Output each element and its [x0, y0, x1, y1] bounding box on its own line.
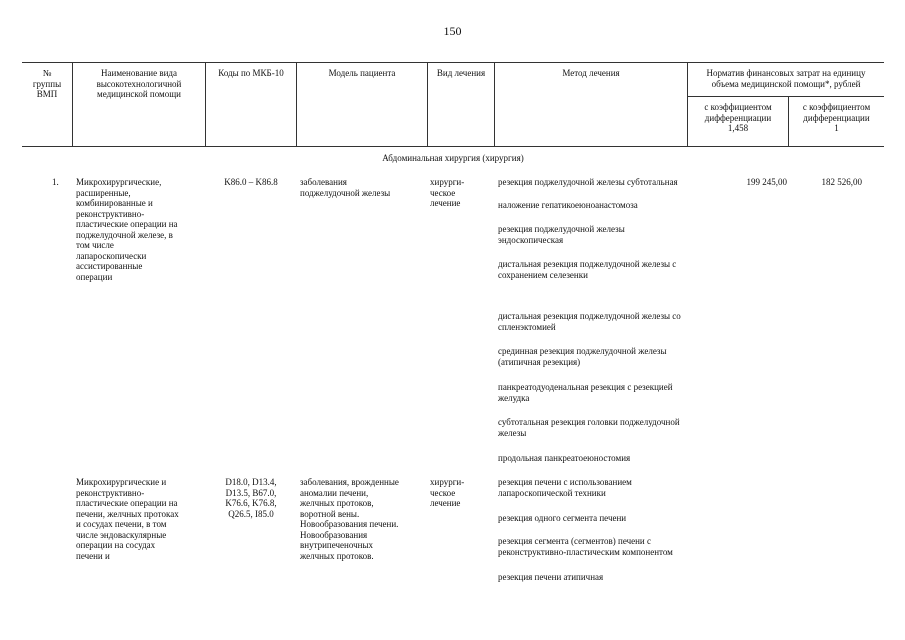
row2-method-item: резекция одного сегмента печени: [498, 513, 627, 523]
table-header-bottom-rule: [22, 146, 884, 147]
header-icd-codes: Коды по МКБ-10: [218, 68, 284, 78]
row2-patient-model: заболевания, врожденные аномалии печени, желчных протоков, воротной вены. Новообразования печени. Новообразования внутрипеченочных желчных протоков.: [300, 477, 399, 561]
row1-method-item: резекция поджелудочной железы эндоскопическая: [498, 224, 625, 245]
header-treatment-type: Вид лечения: [436, 68, 486, 78]
header-cost-coef-1: с коэффициентом дифференциации 1: [802, 102, 871, 133]
row1-method-item: продольная панкреатоеюностомия: [498, 453, 631, 463]
row2-treatment-type: хирурги- ческое лечение: [430, 477, 465, 508]
row1-group-number: 1.: [52, 177, 59, 187]
row1-cost-coef-1: 182 526,00: [821, 177, 862, 187]
section-title: Абдоминальная хирургия (хирургия): [382, 153, 524, 163]
row1-cost-coef-1458: 199 245,00: [746, 177, 787, 187]
row2-icd-codes: D18.0, D13.4, D13.5, B67.0, K76.6, K76.8, Q26.5, I85.0: [225, 477, 277, 519]
header-treatment-method: Метод лечения: [562, 68, 620, 78]
header-cost-norm: Норматив финансовых затрат на единицу объема медицинской помощи*, рублей: [706, 68, 866, 89]
norm-subheader-rule: [687, 96, 884, 97]
row2-care-type-name: Микрохирургические и реконструктивно- пластические операции на печени, желчных протоках и сосудах печени, в том числе эндоваскулярные операции на сосудах печени и: [76, 477, 179, 561]
row1-patient-model: заболевания поджелудочной железы: [300, 177, 391, 198]
row1-method-item: субтотальная резекция головки поджелудочной железы: [498, 417, 680, 438]
row1-method-item: наложение гепатикоеюноанастомоза: [498, 200, 638, 210]
row1-care-type-name: Микрохирургические, расширенные, комбинированные и реконструктивно- пластические операции на поджелудочной железе, в том числе лапароскопически ассистированные операции: [76, 177, 178, 282]
row1-icd-codes: K86.0 – K86.8: [224, 177, 278, 187]
row2-method-item: резекция сегмента (сегментов) печени с реконструктивно-пластическим компонентом: [498, 536, 673, 557]
row2-method-item: резекция печени с использованием лапароскопической техники: [498, 477, 632, 498]
table-top-rule: [22, 62, 884, 63]
row1-method-item: дистальная резекция поджелудочной железы со спленэктомией: [498, 311, 681, 332]
row2-method-item: резекция печени атипичная: [498, 572, 604, 582]
row1-method-item: дистальная резекция поджелудочной железы с сохранением селезенки: [498, 259, 677, 280]
header-care-type-name: Наименование вида высокотехнологичной медицинской помощи: [96, 68, 182, 99]
row1-method-item: панкреатодуоденальная резекция с резекцией желудка: [498, 382, 673, 403]
page-number: 150: [443, 24, 462, 38]
row1-method-item: срединная резекция поджелудочной железы (атипичная резекция): [498, 346, 667, 367]
row1-method-item: резекция поджелудочной железы субтотальная: [498, 177, 678, 187]
header-group-number: № группы ВМП: [32, 68, 62, 99]
header-cost-coef-1458: с коэффициентом дифференциации 1,458: [704, 102, 772, 133]
header-patient-model: Модель пациента: [328, 68, 396, 78]
row1-treatment-type: хирурги- ческое лечение: [430, 177, 465, 208]
